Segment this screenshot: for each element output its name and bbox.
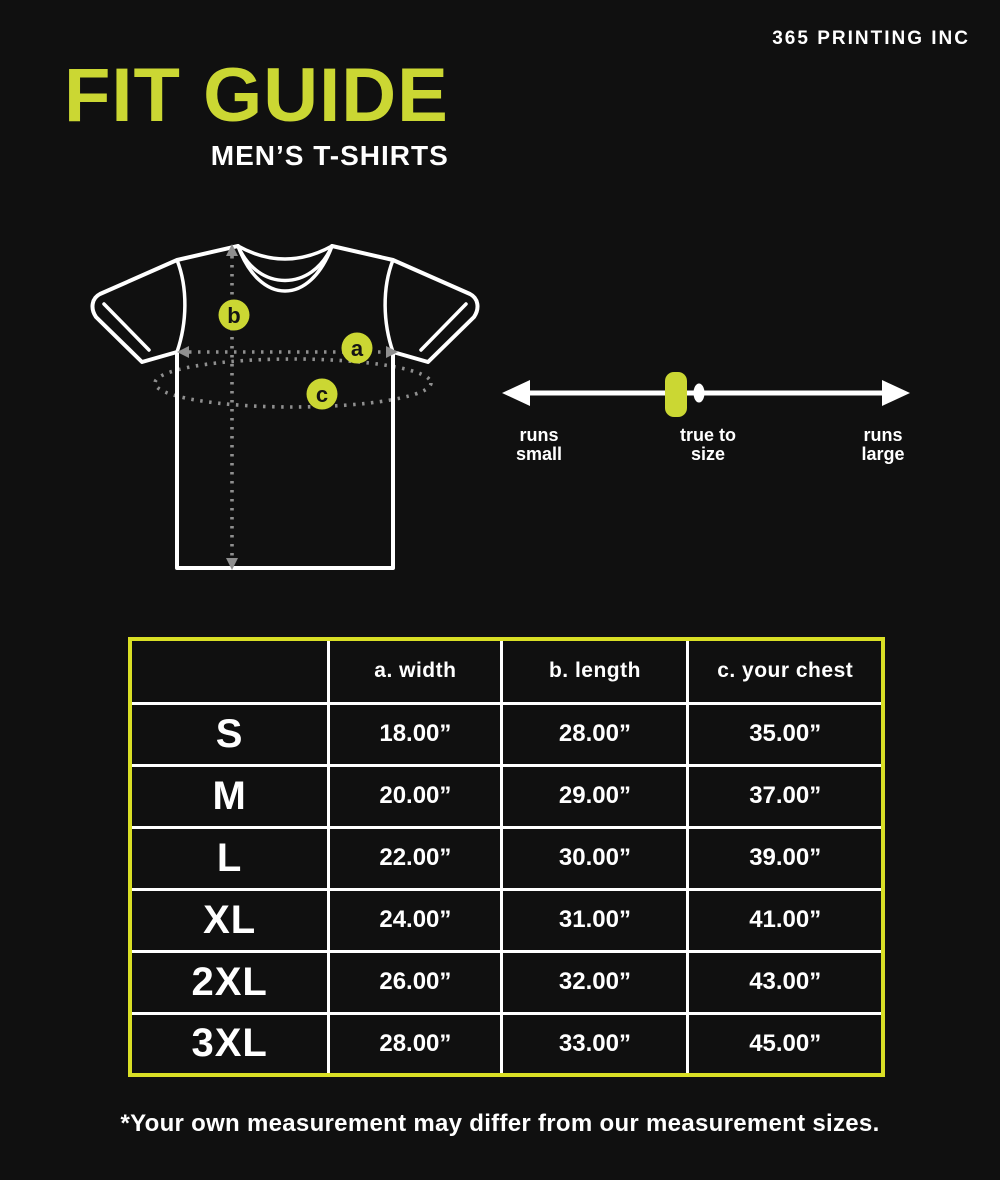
marker-a-letter: a [350, 336, 364, 361]
table-row-3xl [130, 1013, 883, 1075]
width-cell: 20.00” [329, 765, 502, 827]
header-length-cell: b. length [502, 639, 688, 703]
fit-scale-arrow-right [882, 380, 910, 406]
title-block [64, 53, 449, 172]
fit-scale [490, 330, 960, 480]
width-cell: 26.00” [329, 951, 502, 1013]
chest-cell: 45.00” [688, 1013, 883, 1075]
length-cell: 33.00” [502, 1013, 688, 1075]
size-cell: 3XL [130, 1013, 329, 1075]
chest-ellipse-dashed-line [155, 359, 431, 407]
left-sleeve-seam [177, 260, 185, 352]
length-cell: 28.00” [502, 703, 688, 765]
left-cuff-line [104, 304, 149, 350]
fit-scale-dot [694, 384, 705, 403]
tshirt-outline [93, 246, 478, 568]
chest-cell: 41.00” [688, 889, 883, 951]
page-subtitle: MEN’S T-SHIRTS [210, 140, 449, 171]
header-width-cell: a. width [329, 639, 502, 703]
length-cell: 31.00” [502, 889, 688, 951]
fit-scale-indicator [665, 372, 687, 417]
table-row-2xl [130, 951, 883, 1013]
table-row-l [130, 827, 883, 889]
brand-name: 365 PRINTING INC [772, 28, 970, 49]
fit-scale-label-true-to-size: true to size [680, 425, 736, 464]
chest-cell: 43.00” [688, 951, 883, 1013]
size-cell: M [130, 765, 329, 827]
length-cell: 29.00” [502, 765, 688, 827]
fit-scale-arrow-left [502, 380, 530, 406]
length-cell: 32.00” [502, 951, 688, 1013]
size-cell: L [130, 827, 329, 889]
chest-cell: 37.00” [688, 765, 883, 827]
right-cuff-line [421, 304, 466, 350]
page-title: FIT GUIDE [64, 53, 449, 138]
marker-b-letter: b [227, 303, 241, 328]
width-cell: 28.00” [329, 1013, 502, 1075]
measurement-disclaimer: *Your own measurement may differ from our measurement sizes. [120, 1110, 880, 1137]
header-chest-cell: c. your chest [688, 639, 883, 703]
table-row-m [130, 765, 883, 827]
right-sleeve-seam [385, 260, 393, 352]
tshirt-measurement-diagram [85, 228, 485, 588]
size-cell: S [130, 703, 329, 765]
header-size-cell [130, 639, 329, 703]
width-cell: 18.00” [329, 703, 502, 765]
width-cell: 24.00” [329, 889, 502, 951]
fit-scale-label-runs-large: runs large [861, 425, 905, 464]
table-row-s [130, 703, 883, 765]
chest-cell: 39.00” [688, 827, 883, 889]
fit-scale-label-runs-small: runs small [515, 425, 563, 464]
marker-c-letter: c [315, 382, 329, 407]
size-cell: XL [130, 889, 329, 951]
size-table [128, 637, 885, 1077]
width-cell: 22.00” [329, 827, 502, 889]
length-cell: 30.00” [502, 827, 688, 889]
table-row-xl [130, 889, 883, 951]
collar-back-line [238, 246, 332, 259]
size-cell: 2XL [130, 951, 329, 1013]
chest-cell: 35.00” [688, 703, 883, 765]
size-table-header-row [130, 639, 883, 703]
